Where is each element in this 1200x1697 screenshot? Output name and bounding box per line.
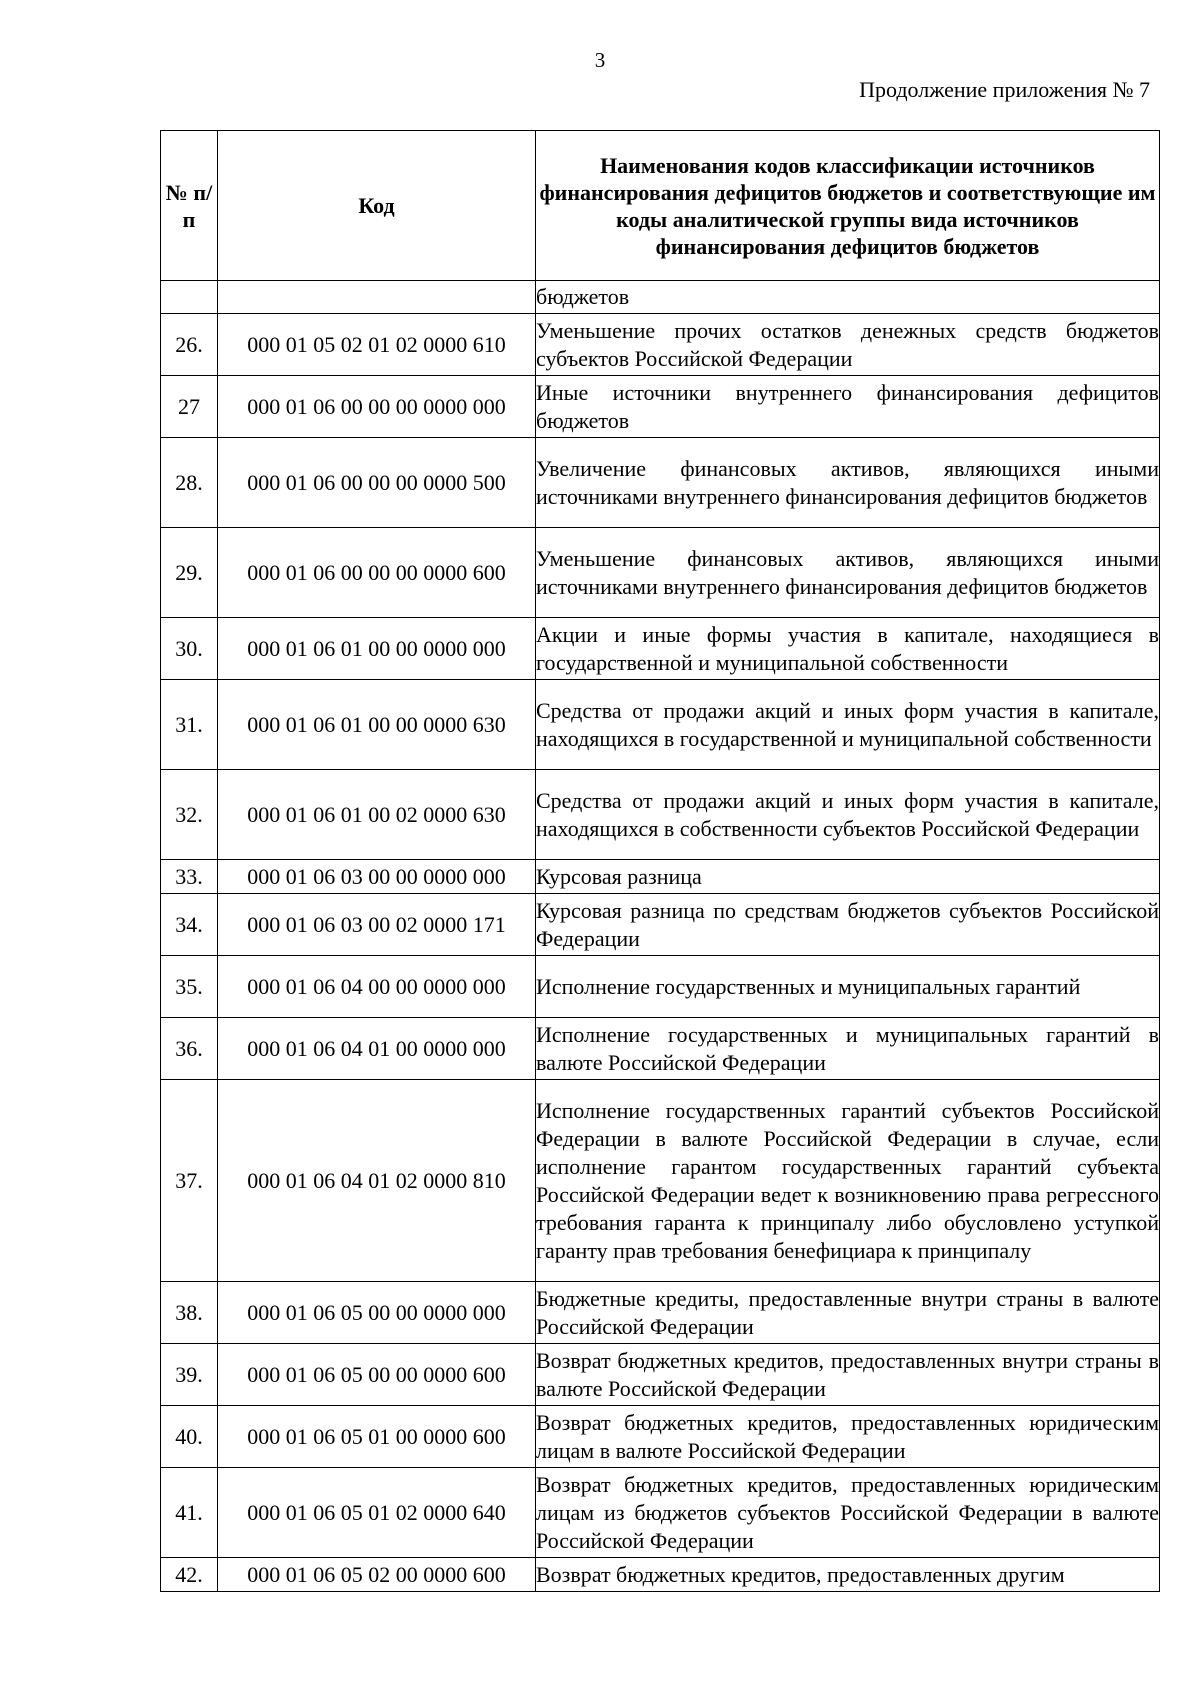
row-name: Средства от продажи акций и иных форм участия в капитале, находящихся в собственности субъектов Российской Федерации (536, 770, 1160, 860)
row-name: Уменьшение финансовых активов, являющихся иными источниками внутреннего финансирования дефицитов бюджетов (536, 528, 1160, 618)
table-row (161, 770, 1160, 860)
table-row (161, 956, 1160, 1018)
row-name: Возврат бюджетных кредитов, предоставленных юридическим лицам в валюте Российской Федерации (536, 1406, 1160, 1468)
row-num: 33. (161, 860, 218, 894)
header-code: Код (218, 131, 536, 281)
row-num: 41. (161, 1468, 218, 1558)
continuation-label: Продолжение приложения № 7 (859, 77, 1150, 102)
row-code: 000 01 06 03 00 02 0000 171 (218, 894, 536, 956)
row-code (218, 281, 536, 314)
table-row (161, 1018, 1160, 1080)
table-row (161, 1558, 1160, 1592)
row-code: 000 01 06 05 01 02 0000 640 (218, 1468, 536, 1558)
row-code: 000 01 06 05 00 00 0000 600 (218, 1344, 536, 1406)
row-num: 32. (161, 770, 218, 860)
table-header-row (161, 131, 1160, 281)
row-name: Исполнение государственных и муниципальных гарантий в валюте Российской Федерации (536, 1018, 1160, 1080)
row-name: Акции и иные формы участия в капитале, находящиеся в государственной и муниципальной собственности (536, 618, 1160, 680)
page-number: 3 (594, 48, 606, 72)
table-row (161, 376, 1160, 438)
row-num: 36. (161, 1018, 218, 1080)
table-row (161, 438, 1160, 528)
row-name: Иные источники внутреннего финансирования дефицитов бюджетов (536, 376, 1160, 438)
row-num (161, 281, 218, 314)
row-name: Возврат бюджетных кредитов, предоставленных внутри страны в валюте Российской Федерации (536, 1344, 1160, 1406)
row-num: 35. (161, 956, 218, 1018)
row-code: 000 01 06 05 01 00 0000 600 (218, 1406, 536, 1468)
row-num: 38. (161, 1282, 218, 1344)
classification-table (160, 130, 1160, 1592)
table-row (161, 528, 1160, 618)
row-code: 000 01 06 00 00 00 0000 500 (218, 438, 536, 528)
row-num: 42. (161, 1558, 218, 1592)
row-num: 40. (161, 1406, 218, 1468)
row-code: 000 01 06 04 01 02 0000 810 (218, 1080, 536, 1282)
row-code: 000 01 06 04 00 00 0000 000 (218, 956, 536, 1018)
row-name: Бюджетные кредиты, предоставленные внутри страны в валюте Российской Федерации (536, 1282, 1160, 1344)
row-name: Возврат бюджетных кредитов, предоставленных юридическим лицам из бюджетов субъектов Российской Федерации в валюте Российской Федерации (536, 1468, 1160, 1558)
row-name: Курсовая разница (536, 860, 1160, 894)
table-row (161, 860, 1160, 894)
row-name: Курсовая разница по средствам бюджетов субъектов Российской Федерации (536, 894, 1160, 956)
row-code: 000 01 06 01 00 00 0000 630 (218, 680, 536, 770)
table-row (161, 1282, 1160, 1344)
row-num: 26. (161, 314, 218, 376)
row-name: Уменьшение прочих остатков денежных средств бюджетов субъектов Российской Федерации (536, 314, 1160, 376)
row-name: Исполнение государственных и муниципальных гарантий (536, 956, 1160, 1018)
row-name: Исполнение государственных гарантий субъектов Российской Федерации в валюте Российской Федерации в случае, если исполнение гарантом государственных гарантий субъекта Российской Федерации ведет к возникновению права регрессного требования гаранта к принципалу либо обусловлено уступкой гаранту прав требования бенефициара к принципалу (536, 1080, 1160, 1282)
row-num: 29. (161, 528, 218, 618)
row-code: 000 01 06 00 00 00 0000 600 (218, 528, 536, 618)
row-code: 000 01 06 04 01 00 0000 000 (218, 1018, 536, 1080)
row-code: 000 01 06 01 00 02 0000 630 (218, 770, 536, 860)
table-row (161, 1080, 1160, 1282)
row-name: Возврат бюджетных кредитов, предоставленных другим (536, 1558, 1160, 1592)
header-num: № п/п (161, 131, 218, 281)
table-row (161, 281, 1160, 314)
row-code: 000 01 06 00 00 00 0000 000 (218, 376, 536, 438)
table-row (161, 618, 1160, 680)
row-num: 30. (161, 618, 218, 680)
row-num: 37. (161, 1080, 218, 1282)
row-num: 27 (161, 376, 218, 438)
row-num: 39. (161, 1344, 218, 1406)
table-row (161, 680, 1160, 770)
table-row (161, 1344, 1160, 1406)
header-name: Наименования кодов классификации источников финансирования дефицитов бюджетов и соответствующие им коды аналитической группы вида источников финансирования дефицитов бюджетов (536, 131, 1160, 281)
table-row (161, 314, 1160, 376)
row-code: 000 01 06 03 00 00 0000 000 (218, 860, 536, 894)
table-row (161, 894, 1160, 956)
row-code: 000 01 06 05 02 00 0000 600 (218, 1558, 536, 1592)
row-num: 28. (161, 438, 218, 528)
row-name: Увеличение финансовых активов, являющихся иными источниками внутреннего финансирования дефицитов бюджетов (536, 438, 1160, 528)
row-num: 34. (161, 894, 218, 956)
table-row (161, 1468, 1160, 1558)
row-name: бюджетов (536, 281, 1160, 314)
row-name: Средства от продажи акций и иных форм участия в капитале, находящихся в государственной и муниципальной собственности (536, 680, 1160, 770)
row-num: 31. (161, 680, 218, 770)
row-code: 000 01 06 05 00 00 0000 000 (218, 1282, 536, 1344)
table-row (161, 1406, 1160, 1468)
row-code: 000 01 06 01 00 00 0000 000 (218, 618, 536, 680)
row-code: 000 01 05 02 01 02 0000 610 (218, 314, 536, 376)
